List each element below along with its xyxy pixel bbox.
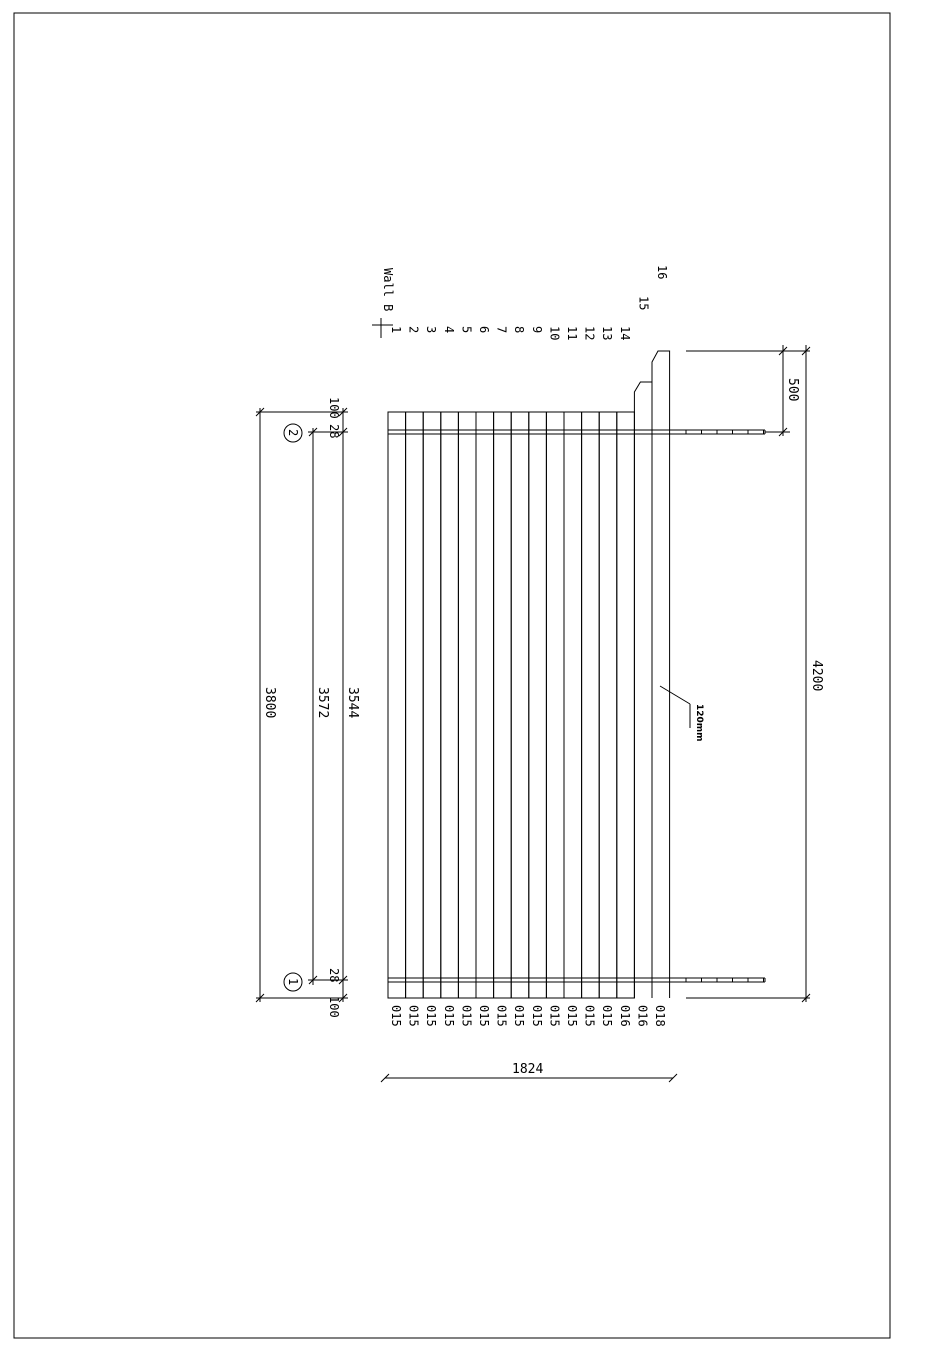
board	[494, 412, 512, 998]
board-number: 14	[617, 326, 632, 341]
board-thickness: 016	[635, 1005, 650, 1027]
board-thickness: 015	[600, 1005, 615, 1027]
board-number: 8	[512, 326, 527, 334]
board-number: 12	[582, 326, 597, 341]
right-dimensions	[686, 345, 824, 1002]
sheet-frame	[14, 13, 890, 1338]
board-thickness: 015	[547, 1005, 562, 1027]
dim-overall-height: 4200	[809, 660, 824, 692]
callout-label: 120mm	[694, 704, 704, 742]
dim-bottom-inset: 28	[327, 968, 341, 983]
dim-grid-span: 3800	[262, 687, 277, 719]
board	[511, 412, 529, 998]
board-thickness: 015	[459, 1005, 474, 1027]
board	[634, 382, 652, 998]
board	[423, 412, 441, 998]
board-thickness: 015	[494, 1005, 509, 1027]
board-number: 2	[406, 326, 421, 334]
board-thickness: 018	[653, 1005, 667, 1027]
grid-marker-bottom-label: 1	[286, 978, 300, 986]
board-numbers-group	[389, 265, 669, 340]
board	[406, 412, 424, 998]
board-thickness: 015	[529, 1005, 544, 1027]
board	[564, 412, 582, 998]
left-dimensions	[256, 397, 360, 1018]
bottom-dimension	[381, 1062, 677, 1082]
board-thickness: 015	[565, 1005, 579, 1027]
board-number: 1	[389, 326, 403, 334]
board-thickness: 015	[389, 1005, 403, 1027]
wall-label: Wall B	[381, 268, 395, 312]
board	[599, 412, 617, 998]
dim-top-overhang: 500	[785, 378, 800, 402]
board-number: 13	[600, 326, 615, 341]
board	[476, 412, 494, 998]
dim-inner-span: 3572	[315, 687, 330, 719]
board	[617, 412, 635, 998]
thickness-callout	[660, 686, 704, 742]
board	[441, 412, 459, 998]
board-thickness: 015	[512, 1005, 527, 1027]
grid-marker-top-label: 2	[286, 429, 300, 437]
board-number: 16	[655, 265, 669, 280]
board-thickness: 015	[477, 1005, 491, 1027]
board-number: 15	[636, 296, 651, 311]
board	[458, 412, 476, 998]
batten-rails	[388, 430, 765, 982]
board-thickness: 015	[406, 1005, 421, 1027]
board	[388, 412, 406, 998]
board-number: 6	[477, 326, 491, 334]
board	[582, 412, 600, 998]
board-thickness-group	[389, 1005, 667, 1027]
boards-group	[388, 351, 670, 998]
board-number: 5	[459, 326, 474, 334]
board	[529, 412, 547, 998]
dim-top-inset: 28	[327, 424, 341, 439]
board-number: 4	[441, 326, 456, 334]
callout-leader	[660, 686, 690, 704]
dim-total-width: 1824	[512, 1062, 544, 1077]
board-number: 9	[529, 326, 544, 334]
board	[652, 351, 670, 998]
board-thickness: 015	[424, 1005, 439, 1027]
dim-clear-span: 3544	[345, 687, 360, 719]
board-thickness: 016	[617, 1005, 632, 1027]
board-number: 3	[424, 326, 439, 334]
board-number: 10	[547, 326, 562, 341]
dim-bottom-offset: 100	[327, 996, 341, 1018]
board-number: 11	[565, 326, 579, 341]
board-number: 7	[494, 326, 509, 334]
board-thickness: 015	[582, 1005, 597, 1027]
dim-top-offset: 100	[327, 397, 341, 419]
board	[546, 412, 564, 998]
board-thickness: 015	[441, 1005, 456, 1027]
